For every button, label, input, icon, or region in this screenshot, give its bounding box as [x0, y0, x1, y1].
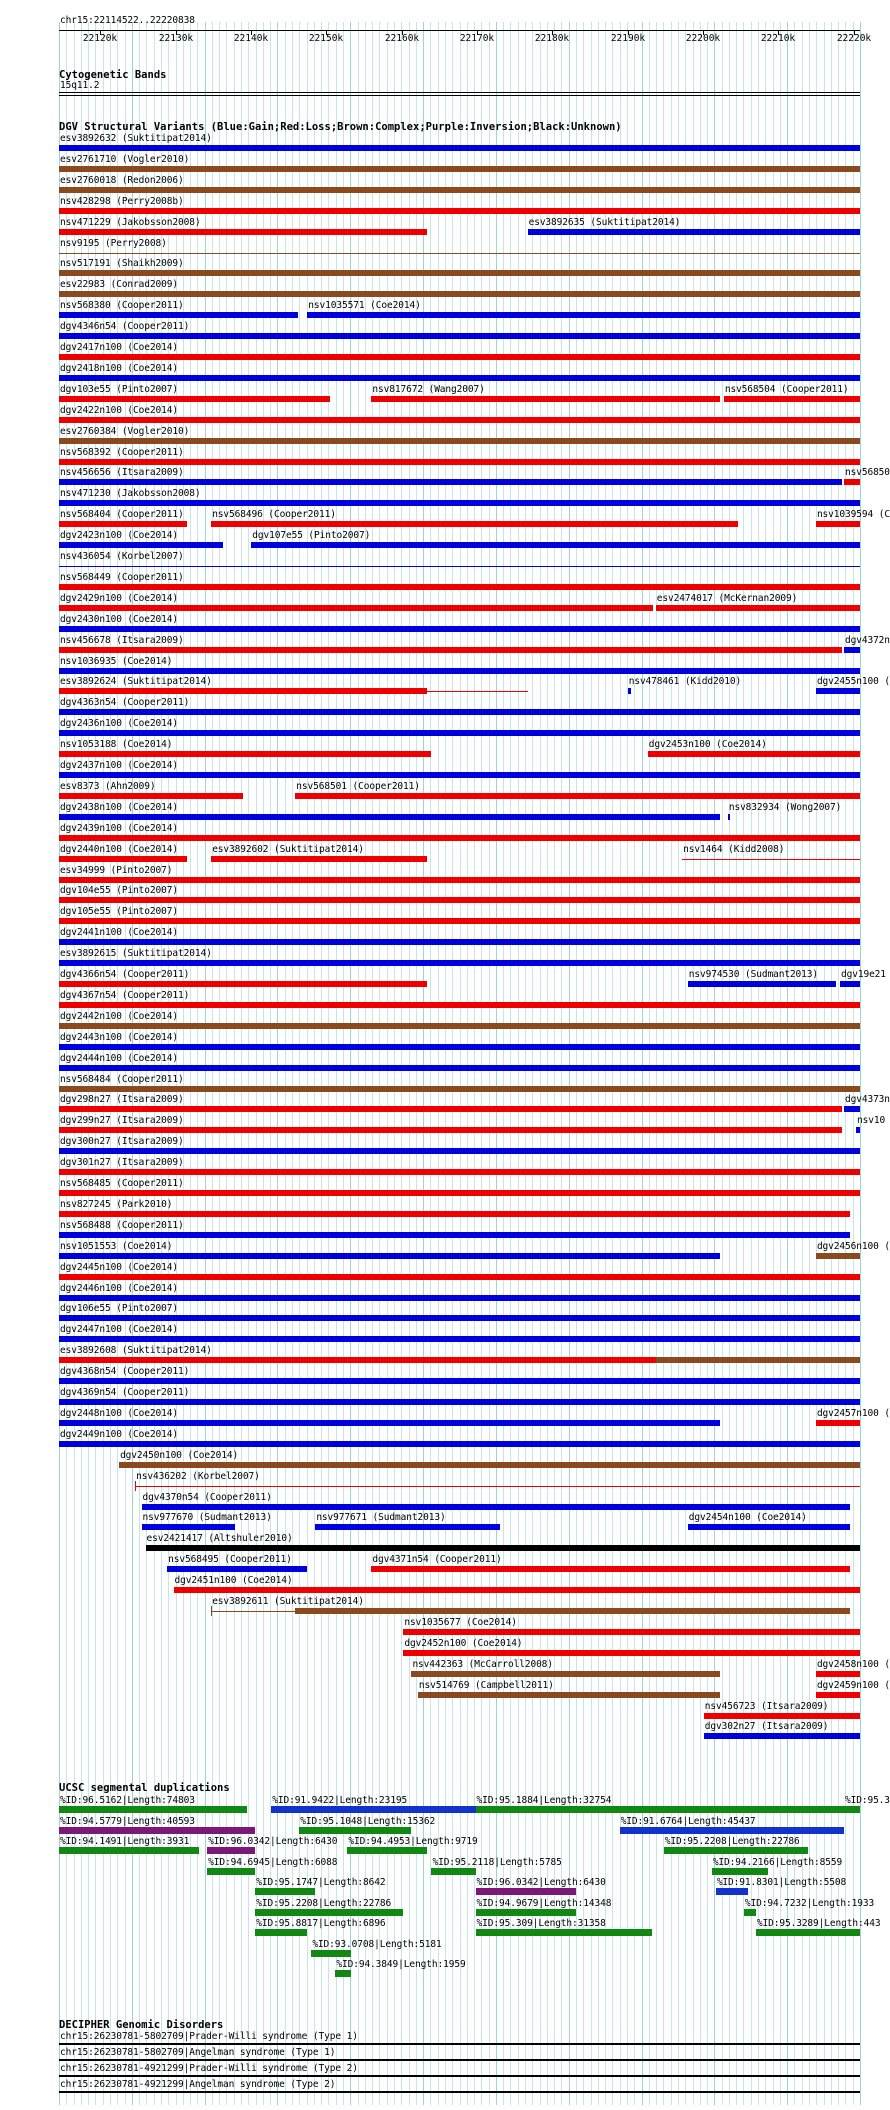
dgv-sv-feature[interactable] [59, 626, 860, 632]
dgv-sv-feature[interactable] [628, 688, 631, 694]
dgv-sv-feature[interactable] [59, 960, 860, 966]
dgv-sv-feature[interactable] [59, 584, 860, 590]
dgv-sv-label: nsv478461 (Kidd2010) [628, 676, 742, 688]
dgv-sv-label: dgv2448n100 (Coe2014) [60, 1407, 179, 1419]
dgv-sv-label: dgv2437n100 (Coe2014) [60, 760, 179, 771]
dgv-sv-feature[interactable] [816, 521, 860, 527]
dgv-sv-feature[interactable] [59, 521, 187, 527]
dgv-sv-feature[interactable] [59, 229, 427, 235]
dgv-sv-feature[interactable] [142, 1504, 851, 1510]
dgv-sv-feature[interactable] [688, 1524, 851, 1530]
dgv-sv-label: esv34999 (Pinto2007) [60, 864, 173, 876]
dgv-sv-label: esv8373 (Ahn2009) [60, 780, 156, 792]
dgv-sv-feature[interactable] [59, 1086, 860, 1092]
dgv-sv-label: esv2760384 (Vogler2010) [60, 425, 190, 437]
dgv-sv-feature[interactable] [59, 918, 860, 924]
dgv-sv-label: dgv4369n54 (Cooper2011) [60, 1387, 190, 1398]
decipher-label: chr15:26230781-4921299|Prader-Willi syndrome (Type 2) [60, 2063, 358, 2074]
dgv-sv-label: dgv2445n100 (Coe2014) [60, 1261, 179, 1273]
dgv-sv-feature-core[interactable] [295, 1608, 850, 1614]
dgv-sv-feature[interactable] [59, 1420, 720, 1426]
dgv-sv-feature[interactable] [59, 1127, 842, 1133]
dgv-sv-label: dgv2451n100 (Coe2014) [174, 1575, 293, 1587]
dgv-sv-feature[interactable] [59, 751, 431, 757]
dgv-sv-label: dgv19e21 [840, 969, 886, 980]
cyto-track-title[interactable]: Cytogenetic Bands [59, 69, 167, 81]
dgv-sv-label: dgv299n27 (Itsara2009) [60, 1115, 184, 1127]
segdup-feature[interactable] [59, 1806, 247, 1813]
segdup-feature[interactable] [255, 1909, 403, 1916]
ruler-tick-label: 22140k [233, 33, 269, 44]
dgv-sv-feature[interactable] [142, 1524, 236, 1530]
ruler-tick-label: 22200k [685, 33, 721, 44]
segdup-feature[interactable] [271, 1806, 475, 1813]
dgv-sv-feature[interactable] [59, 375, 860, 381]
dgv-sv-feature[interactable] [315, 1524, 499, 1530]
dgv-sv-feature[interactable] [59, 981, 427, 987]
dgv-sv-feature[interactable] [59, 1023, 860, 1029]
dgv-sv-feature[interactable] [59, 647, 842, 653]
dgv-sv-label: nsv568495 (Cooper2011) [168, 1554, 292, 1566]
dgv-sv-feature[interactable] [59, 145, 860, 151]
segdup-track-title[interactable]: UCSC segmental duplications [59, 1782, 230, 1794]
segdup-feature[interactable] [335, 1970, 351, 1977]
dgv-sv-label: dgv4346n54 (Cooper2011) [60, 321, 190, 333]
dgv-sv-feature[interactable] [371, 396, 719, 402]
dgv-sv-label: dgv2430n100 (Coe2014) [60, 613, 179, 625]
segdup-feature[interactable] [59, 1847, 199, 1854]
segdup-feature[interactable] [311, 1950, 351, 1957]
dgv-sv-feature[interactable] [59, 1148, 860, 1154]
dgv-sv-feature[interactable] [59, 479, 842, 485]
segdup-label: %ID:93.0708|Length:5181 [312, 1938, 442, 1950]
ruler-tick-label: 22170k [459, 33, 495, 44]
dgv-sv-label: nsv1035571 (Coe2014) [308, 300, 421, 312]
dgv-sv-label: esv3892632 (Suktitipat2014) [60, 133, 212, 144]
dgv-sv-feature[interactable] [251, 542, 860, 548]
segdup-label: %ID:95.1048|Length:15362 [300, 1815, 436, 1827]
dgv-sv-feature[interactable] [59, 1169, 860, 1175]
dgv-sv-feature[interactable] [403, 1650, 860, 1656]
dgv-sv-feature[interactable] [648, 751, 860, 757]
dgv-sv-feature[interactable] [59, 1002, 860, 1008]
dgv-sv-label: dgv2450n100 (Coe2014) [120, 1449, 239, 1461]
dgv-sv-feature[interactable] [59, 730, 860, 736]
dgv-sv-feature[interactable] [295, 793, 860, 799]
dgv-sv-label: nsv9195 (Perry2008) [60, 237, 167, 249]
dgv-sv-label: dgv2441n100 (Coe2014) [60, 927, 179, 939]
segdup-label: %ID:95.1884|Length:32754 [476, 1795, 612, 1806]
dgv-sv-feature[interactable] [371, 1566, 850, 1572]
dgv-sv-label: dgv2454n100 (Coe2014) [688, 1512, 807, 1524]
dgv-sv-label: nsv817672 (Wang2007) [372, 383, 485, 395]
segdup-feature[interactable] [712, 1868, 768, 1875]
dgv-sv-label: dgv4367n54 (Cooper2011) [60, 989, 190, 1001]
dgv-sv-label: esv22983 (Conrad2009) [60, 279, 179, 291]
dgv-sv-label: nsv456678 (Itsara2009) [60, 634, 184, 646]
dgv-sv-label: nsv514769 (Campbell2011) [418, 1679, 554, 1691]
dgv-sv-feature[interactable] [688, 981, 836, 987]
dgv-sv-label: dgv2422n100 (Coe2014) [60, 404, 179, 416]
dgv-sv-label: dgv2442n100 (Coe2014) [60, 1010, 179, 1022]
dgv-sv-feature[interactable] [656, 605, 860, 611]
dgv-sv-label: dgv301n27 (Itsara2009) [60, 1157, 184, 1169]
dgv-sv-feature[interactable] [59, 772, 860, 778]
dgv-sv-feature[interactable] [418, 1692, 720, 1698]
dgv-sv-label: dgv2429n100 (Coe2014) [60, 592, 179, 604]
dgv-sv-label: esv2761710 (Vogler2010) [60, 153, 190, 165]
dgv-sv-label: dgv105e55 (Pinto2007) [60, 906, 179, 918]
segdup-feature[interactable] [207, 1847, 255, 1854]
ruler-tick-label: 22180k [534, 33, 570, 44]
segdup-feature[interactable] [347, 1847, 427, 1854]
dgv-sv-label: nsv568392 (Cooper2011) [60, 446, 184, 458]
dgv-sv-label: nsv568380 (Cooper2011) [60, 300, 184, 312]
dgv-sv-label: dgv2452n100 (Coe2014) [404, 1637, 523, 1649]
dgv-sv-label: dgv4373n [844, 1094, 890, 1106]
segdup-label: %ID:95.3289|Length:443 [756, 1918, 881, 1929]
dgv-sv-feature[interactable] [59, 709, 860, 715]
dgv-sv-feature[interactable] [59, 500, 860, 506]
dgv-sv-label: dgv298n27 (Itsara2009) [60, 1094, 184, 1106]
dgv-sv-label: dgv2417n100 (Coe2014) [60, 342, 179, 353]
dgv-sv-label: esv3892615 (Suktitipat2014) [60, 948, 212, 960]
dgv-sv-feature[interactable] [59, 1399, 860, 1405]
ruler-tick-label: 22120k [82, 33, 118, 44]
dgv-sv-label: esv2421417 (Altshuler2010) [146, 1533, 293, 1545]
ruler-tick-label: 22190k [610, 33, 646, 44]
dgv-sv-feature[interactable] [724, 396, 860, 402]
dgv-sv-feature[interactable] [59, 1295, 860, 1301]
dgv-sv-label: dgv302n27 (Itsara2009) [704, 1721, 829, 1733]
dgv-sv-feature[interactable] [211, 521, 738, 527]
segdup-feature[interactable] [716, 1888, 748, 1895]
dgv-sv-feature[interactable] [816, 1692, 860, 1698]
dgv-sv-label: dgv4372n [844, 634, 890, 646]
dgv-sv-feature[interactable] [59, 291, 860, 297]
dgv-sv-label: nsv568488 (Cooper2011) [60, 1219, 184, 1231]
dgv-sv-feature[interactable] [816, 1253, 860, 1259]
dgv-sv-feature[interactable] [844, 647, 860, 653]
dgv-sv-feature[interactable] [59, 333, 860, 339]
dgv-sv-label: nsv1464 (Kidd2008) [683, 843, 785, 855]
dgv-sv-feature[interactable] [704, 1713, 860, 1719]
dgv-sv-feature[interactable] [528, 229, 860, 235]
segdup-label: %ID:96.5162|Length:74803 [60, 1795, 195, 1806]
dgv-sv-label: dgv300n27 (Itsara2009) [60, 1136, 184, 1148]
segdup-feature[interactable] [744, 1909, 756, 1916]
dgv-sv-label: nsv568504 (Cooper2011) [724, 383, 849, 395]
dgv-sv-feature[interactable] [59, 877, 860, 883]
dgv-sv-label: nsv56850 [844, 467, 890, 479]
dgv-sv-feature[interactable] [59, 542, 223, 548]
dgv-sv-feature[interactable] [135, 1486, 860, 1487]
dgv-sv-label: dgv103e55 (Pinto2007) [60, 383, 179, 395]
segdup-label: %ID:94.7232|Length:1933 [744, 1897, 875, 1909]
decipher-feature[interactable] [59, 2043, 860, 2045]
dgv-sv-label: nsv827245 (Park2010) [60, 1198, 173, 1210]
dgv-sv-feature[interactable] [59, 1378, 860, 1384]
dgv-sv-feature[interactable] [307, 312, 860, 318]
ruler-axis [59, 30, 860, 31]
segdup-feature[interactable] [476, 1929, 652, 1936]
cyto-band-label: 15q11.2 [60, 80, 100, 91]
ruler-tick-label: 22210k [760, 33, 796, 44]
dgv-sv-feature[interactable] [211, 856, 427, 862]
dgv-sv-label: nsv568449 (Cooper2011) [60, 571, 184, 583]
segdup-label: %ID:95.2118|Length:5785 [432, 1856, 562, 1868]
ruler-tick-label: 22150k [308, 33, 344, 44]
dgv-sv-label: dgv2438n100 (Coe2014) [60, 801, 179, 813]
segdup-label: %ID:95.8817|Length:6896 [256, 1918, 386, 1929]
dgv-sv-feature[interactable] [59, 459, 860, 465]
dgv-sv-label: nsv517191 (Shaikh2009) [60, 258, 184, 270]
segdup-feature[interactable] [255, 1888, 315, 1895]
dgv-sv-label: nsv568501 (Cooper2011) [296, 780, 420, 792]
dgv-sv-label: dgv2456n100 ( [816, 1240, 890, 1252]
dgv-sv-feature[interactable] [59, 208, 860, 214]
dgv-sv-label: dgv107e55 (Pinto2007) [252, 530, 371, 542]
dgv-sv-feature[interactable] [59, 1253, 720, 1259]
dgv-sv-label: dgv4366n54 (Cooper2011) [60, 969, 190, 980]
cyto-band-line-bottom [59, 95, 860, 96]
dgv-sv-feature[interactable] [167, 1566, 307, 1572]
segdup-label: %ID:94.6945|Length:6088 [208, 1856, 338, 1868]
dgv-sv-label: nsv568404 (Cooper2011) [60, 509, 184, 521]
dgv-sv-feature[interactable] [59, 417, 860, 423]
dgv-sv-label: nsv1051553 (Coe2014) [60, 1240, 173, 1252]
dgv-sv-feature[interactable] [59, 312, 298, 318]
segdup-feature[interactable] [207, 1868, 255, 1875]
segdup-label: %ID:94.3849|Length:1959 [336, 1959, 466, 1970]
dgv-sv-label: nsv832934 (Wong2007) [728, 801, 842, 813]
dgv-sv-feature[interactable] [59, 1044, 860, 1050]
segdup-label: %ID:95.2208|Length:22786 [664, 1836, 800, 1847]
dgv-sv-feature-cap [135, 1481, 136, 1491]
dgv-sv-label: nsv436054 (Korbel2007) [60, 551, 184, 562]
segdup-label: %ID:91.6764|Length:45437 [620, 1815, 756, 1827]
segdup-feature[interactable] [664, 1847, 808, 1854]
dgv-sv-feature[interactable] [840, 981, 860, 987]
dgv-sv-feature[interactable] [856, 1127, 860, 1133]
segdup-feature[interactable] [476, 1806, 844, 1813]
dgv-sv-feature[interactable] [59, 354, 860, 360]
dgv-sv-feature[interactable] [682, 859, 860, 860]
dgv-sv-feature[interactable] [59, 939, 860, 945]
segdup-label: %ID:95.1747|Length:8642 [256, 1877, 386, 1888]
dgv-sv-label: nsv974530 (Sudmant2013) [688, 969, 819, 980]
dgv-sv-feature[interactable] [59, 668, 860, 674]
dgv-sv-feature[interactable] [59, 1106, 842, 1112]
dgv-sv-feature[interactable] [59, 438, 860, 444]
dgv-sv-label: nsv568496 (Cooper2011) [212, 509, 336, 521]
segdup-feature[interactable] [476, 1909, 576, 1916]
decipher-feature[interactable] [59, 2075, 860, 2077]
dgv-sv-feature[interactable] [403, 1629, 860, 1635]
segdup-label: %ID:95.3 [844, 1795, 890, 1806]
dgv-sv-label: dgv2446n100 (Coe2014) [60, 1282, 179, 1294]
dgv-sv-feature[interactable] [59, 187, 860, 193]
dgv-sv-feature[interactable] [59, 1336, 860, 1342]
dgv-sv-label: nsv456656 (Itsara2009) [60, 467, 184, 479]
decipher-label: chr15:26230781-4921299|Angelman syndrome (Type 2) [60, 2079, 336, 2090]
dgv-sv-feature-extension[interactable] [427, 691, 527, 692]
dgv-track-title[interactable]: DGV Structural Variants (Blue:Gain;Red:Loss;Brown:Complex;Purple:Inversion;Black:Unknown) [59, 121, 622, 133]
dgv-sv-feature[interactable] [816, 688, 860, 694]
dgv-sv-feature[interactable] [174, 1587, 860, 1593]
dgv-sv-feature[interactable] [59, 814, 720, 820]
segdup-label: %ID:96.0342|Length:6430 [476, 1877, 606, 1888]
dgv-sv-label: nsv1036935 (Coe2014) [60, 655, 173, 667]
dgv-sv-label: nsv977671 (Sudmant2013) [316, 1512, 446, 1524]
ruler-tick-label: 22130k [158, 33, 194, 44]
ruler-tick-label: 22220k [836, 33, 872, 44]
dgv-sv-label: dgv2447n100 (Coe2014) [60, 1324, 179, 1336]
decipher-label: chr15:26230781-5802709|Prader-Willi syndrome (Type 1) [60, 2031, 358, 2042]
segdup-label: %ID:94.9679|Length:14348 [476, 1897, 612, 1909]
dgv-sv-label: nsv10 [856, 1115, 886, 1127]
dgv-sv-feature[interactable] [59, 566, 860, 567]
dgv-sv-label: dgv4370n54 (Cooper2011) [142, 1491, 272, 1503]
segdup-feature[interactable] [255, 1929, 307, 1936]
segdup-label: %ID:91.8301|Length:5508 [716, 1877, 847, 1888]
segdup-label: %ID:94.1491|Length:3931 [60, 1836, 190, 1847]
segdup-feature[interactable] [59, 1827, 255, 1834]
dgv-sv-feature[interactable] [816, 1671, 860, 1677]
dgv-sv-label: nsv568485 (Cooper2011) [60, 1178, 184, 1189]
dgv-sv-label: nsv977670 (Sudmant2013) [142, 1512, 272, 1524]
dgv-sv-label: dgv2449n100 (Coe2014) [60, 1428, 179, 1440]
dgv-sv-label: dgv2418n100 (Coe2014) [60, 362, 179, 374]
segdup-label: %ID:94.2166|Length:8559 [712, 1856, 843, 1868]
dgv-sv-label: nsv456723 (Itsara2009) [704, 1700, 829, 1712]
dgv-sv-feature-cap [211, 1606, 212, 1616]
dgv-sv-label: dgv2444n100 (Coe2014) [60, 1052, 179, 1064]
segdup-feature[interactable] [476, 1888, 576, 1895]
dgv-sv-label: dgv2453n100 (Coe2014) [648, 739, 767, 751]
dgv-sv-label: esv3892608 (Suktitipat2014) [60, 1345, 212, 1357]
dgv-sv-feature[interactable] [59, 897, 860, 903]
dgv-sv-feature[interactable] [59, 1190, 860, 1196]
dgv-sv-feature[interactable] [59, 605, 653, 611]
segdup-label: %ID:94.5779|Length:40593 [60, 1815, 195, 1827]
dgv-sv-label: dgv106e55 (Pinto2007) [60, 1303, 179, 1315]
dgv-sv-label: nsv1039594 (C [816, 509, 890, 521]
dgv-sv-feature[interactable] [59, 253, 860, 254]
dgv-sv-feature[interactable] [844, 1106, 860, 1112]
dgv-sv-feature[interactable] [59, 1065, 860, 1071]
position-label: chr15:22114522..22220838 [60, 15, 195, 26]
decipher-feature[interactable] [59, 2059, 860, 2061]
segdup-feature[interactable] [756, 1929, 860, 1936]
dgv-sv-feature[interactable] [146, 1545, 860, 1551]
dgv-sv-feature[interactable] [411, 1671, 719, 1677]
dgv-sv-label: dgv2423n100 (Coe2014) [60, 530, 179, 542]
dgv-sv-label: dgv104e55 (Pinto2007) [60, 885, 179, 897]
dgv-sv-label: dgv4371n54 (Cooper2011) [372, 1554, 502, 1566]
dgv-sv-feature[interactable] [59, 270, 860, 276]
dgv-sv-label: esv3892602 (Suktitipat2014) [212, 843, 364, 855]
dgv-sv-label: dgv2440n100 (Coe2014) [60, 843, 179, 855]
ruler-tick-label: 22160k [384, 33, 420, 44]
segdup-feature[interactable] [299, 1827, 411, 1834]
dgv-sv-label: dgv2457n100 ( [816, 1407, 890, 1419]
segdup-feature[interactable] [431, 1868, 475, 1875]
segdup-label: %ID:94.4953|Length:9719 [348, 1836, 478, 1847]
segdup-feature[interactable] [844, 1806, 860, 1813]
dgv-sv-label: esv3892624 (Suktitipat2014) [60, 676, 212, 688]
dgv-sv-label: esv3892635 (Suktitipat2014) [528, 216, 681, 228]
dgv-sv-label: nsv428298 (Perry2008b) [60, 195, 184, 207]
decipher-label: chr15:26230781-5802709|Angelman syndrome (Type 1) [60, 2047, 336, 2058]
dgv-sv-label: dgv2443n100 (Coe2014) [60, 1031, 179, 1043]
dgv-sv-label: dgv4368n54 (Cooper2011) [60, 1366, 190, 1378]
dgv-sv-feature[interactable] [728, 814, 730, 820]
segdup-feature[interactable] [620, 1827, 844, 1834]
dgv-sv-feature[interactable] [704, 1733, 860, 1739]
segdup-label: %ID:95.309|Length:31358 [476, 1918, 606, 1929]
decipher-feature[interactable] [59, 2091, 860, 2093]
dgv-sv-feature[interactable] [59, 1211, 850, 1217]
segdup-label: %ID:96.0342|Length:6430 [208, 1836, 338, 1847]
dgv-sv-feature[interactable] [119, 1462, 860, 1468]
dgv-sv-feature[interactable] [59, 1441, 860, 1447]
dgv-sv-feature-extension[interactable] [656, 1357, 860, 1363]
dgv-sv-feature[interactable] [59, 835, 860, 841]
segdup-label: %ID:91.9422|Length:23195 [272, 1795, 408, 1806]
dgv-sv-label: dgv4363n54 (Cooper2011) [60, 697, 190, 709]
segdup-label: %ID:95.2208|Length:22786 [256, 1897, 392, 1909]
dgv-sv-feature[interactable] [816, 1420, 860, 1426]
dgv-sv-feature[interactable] [59, 1357, 656, 1363]
dgv-sv-label: nsv436202 (Korbel2007) [136, 1470, 260, 1482]
dgv-sv-label: nsv1035677 (Coe2014) [404, 1616, 517, 1628]
dgv-sv-feature[interactable] [59, 793, 243, 799]
dgv-sv-label: dgv2459n100 ( [816, 1679, 890, 1691]
dgv-sv-label: nsv442363 (McCarroll2008) [412, 1658, 553, 1670]
dgv-sv-label: nsv471230 (Jakobsson2008) [60, 488, 201, 500]
dgv-sv-label: dgv2436n100 (Coe2014) [60, 718, 179, 730]
dgv-sv-feature[interactable] [59, 1274, 860, 1280]
dgv-sv-feature[interactable] [59, 396, 330, 402]
dgv-sv-label: esv2760018 (Redon2006) [60, 174, 184, 186]
dgv-sv-label: nsv568484 (Cooper2011) [60, 1073, 184, 1085]
dgv-sv-label: esv3892611 (Suktitipat2014) [212, 1596, 364, 1607]
dgv-sv-feature[interactable] [59, 1315, 860, 1321]
dgv-sv-feature[interactable] [59, 856, 187, 862]
dgv-sv-label: dgv2439n100 (Coe2014) [60, 822, 179, 834]
dgv-sv-feature[interactable] [844, 479, 860, 485]
dgv-sv-label: esv2474017 (McKernan2009) [656, 592, 798, 604]
dgv-sv-feature[interactable] [59, 1232, 850, 1238]
dgv-sv-feature[interactable] [59, 166, 860, 172]
dgv-sv-label: dgv2458n100 ( [816, 1658, 890, 1670]
dgv-sv-feature[interactable] [59, 688, 427, 694]
decipher-track-title[interactable]: DECIPHER Genomic Disorders [59, 2019, 224, 2031]
dgv-sv-label: nsv471229 (Jakobsson2008) [60, 216, 201, 228]
dgv-sv-label: nsv1053188 (Coe2014) [60, 739, 173, 751]
dgv-sv-label: dgv2455n100 ( [816, 676, 890, 688]
cyto-band-line [59, 92, 860, 93]
